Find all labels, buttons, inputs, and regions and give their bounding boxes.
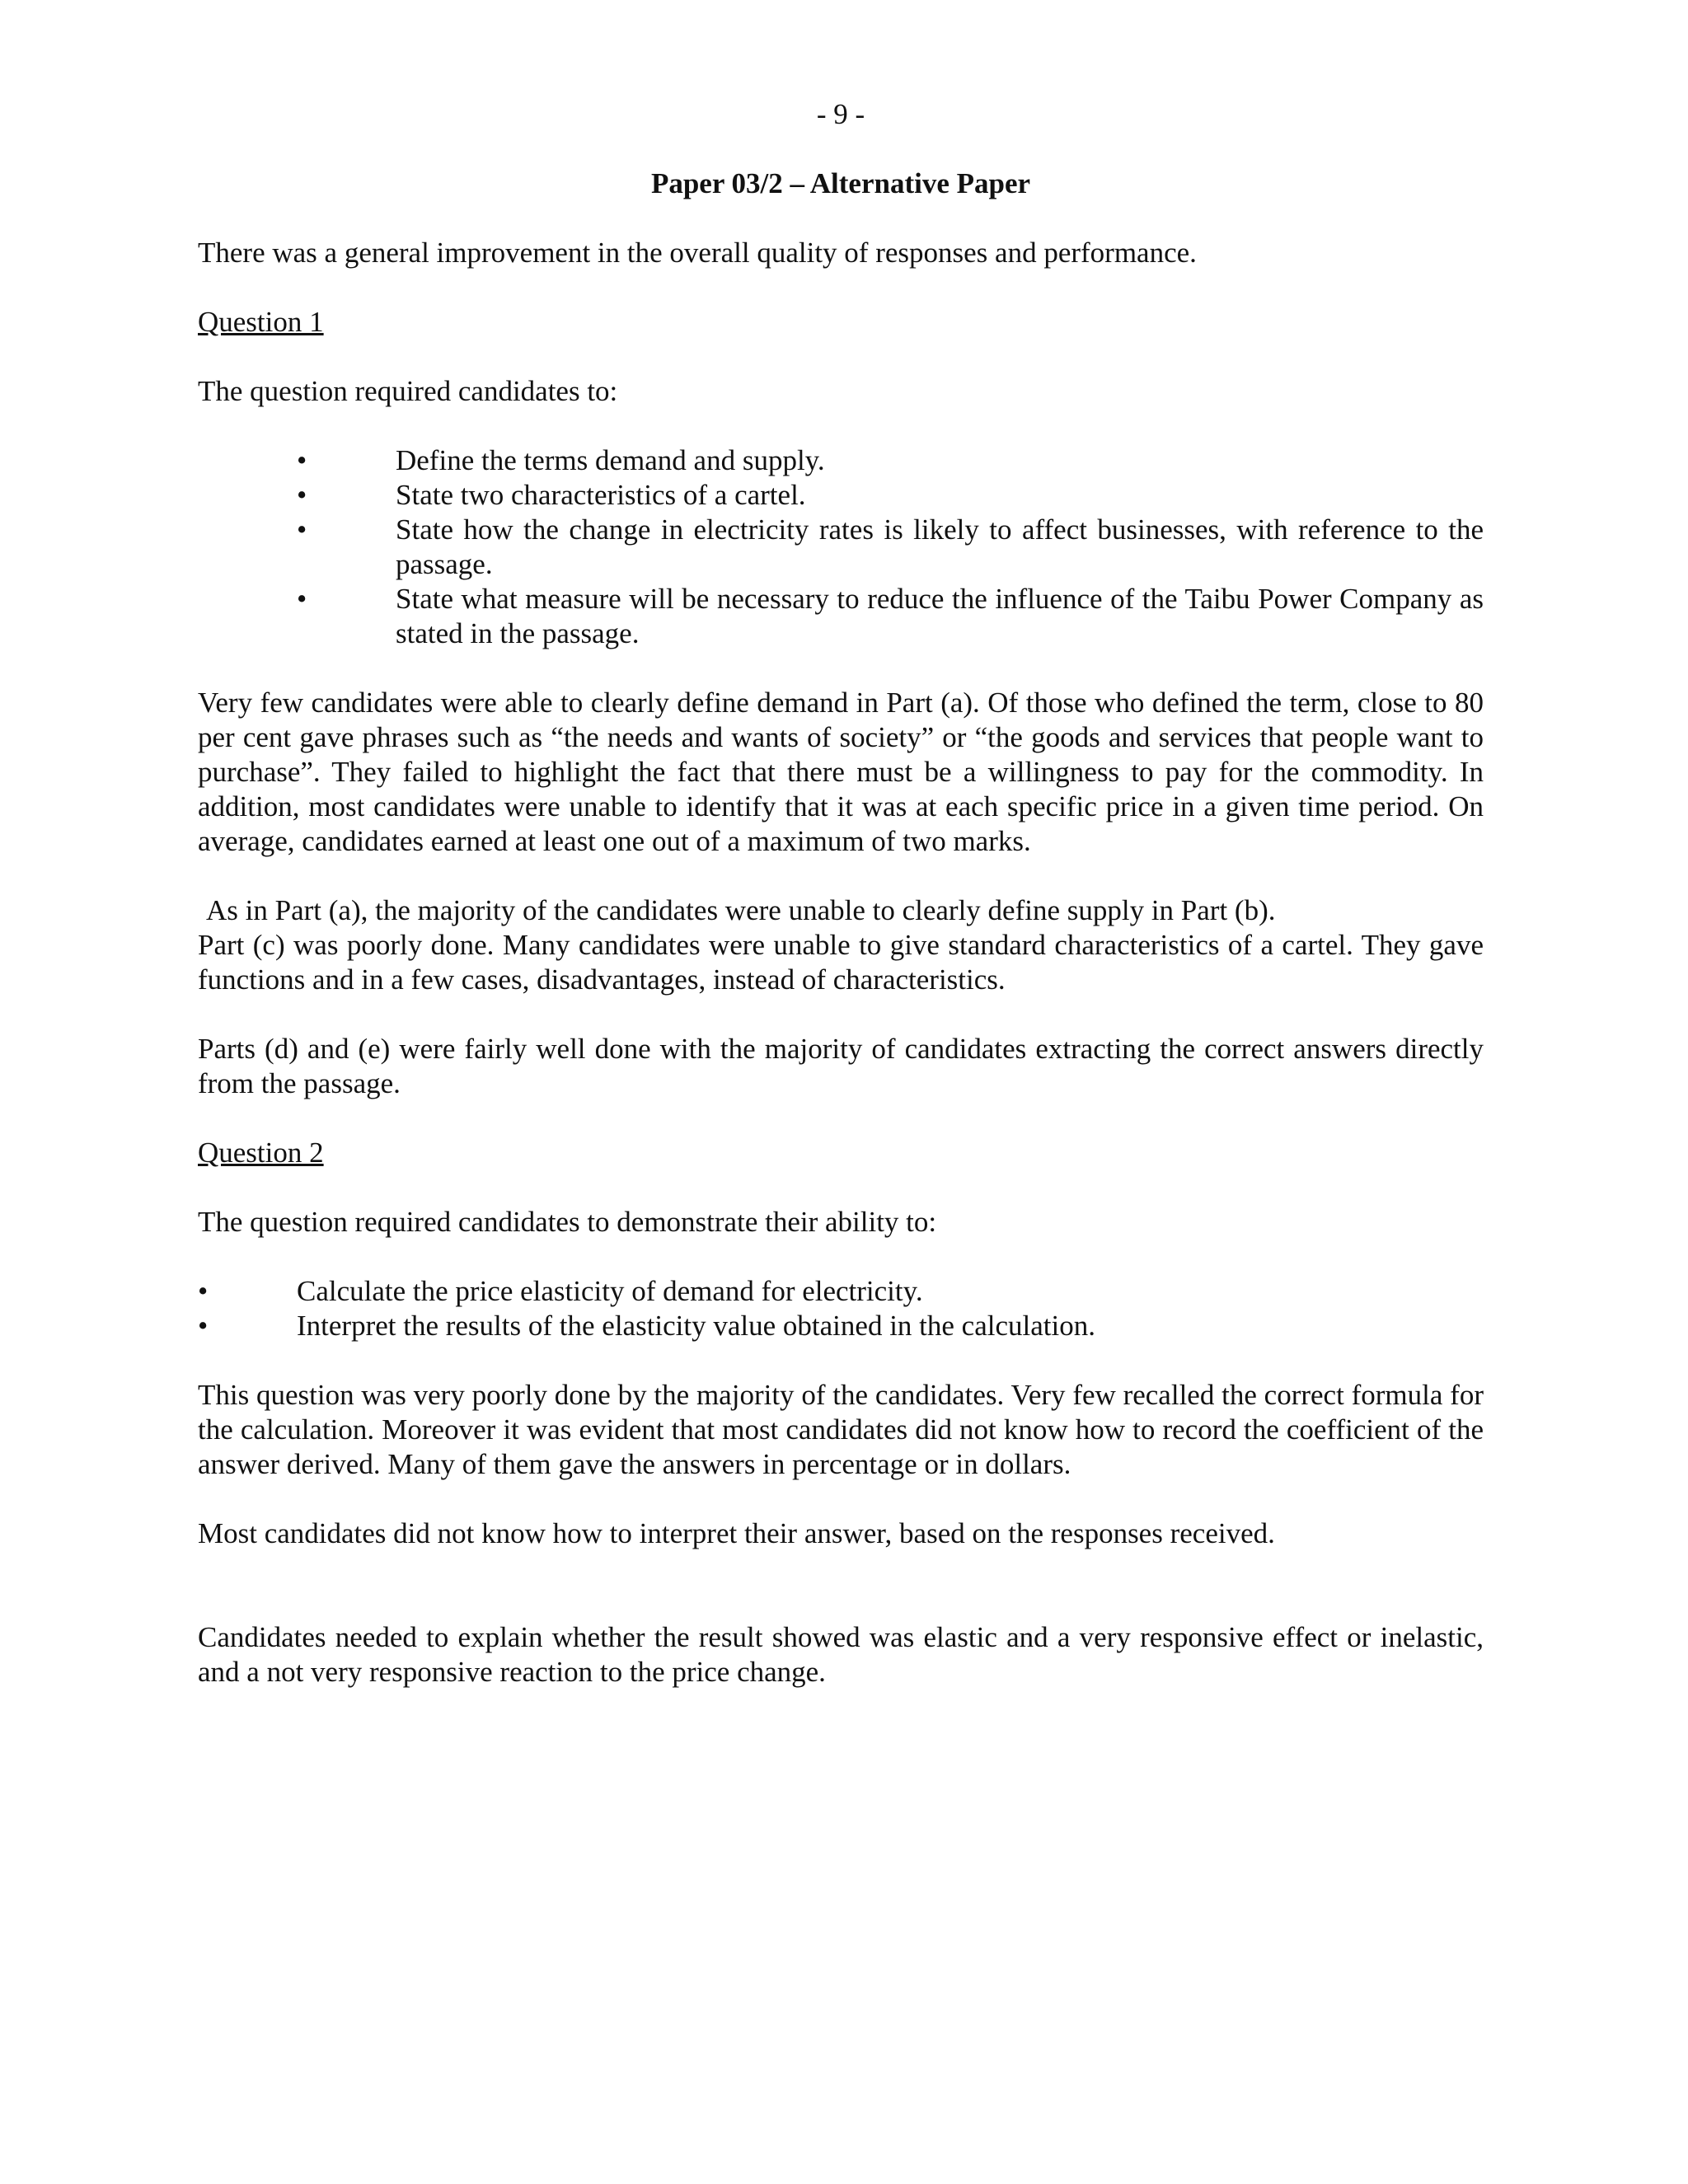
bullet-icon: • bbox=[198, 1310, 209, 1342]
page-title: Paper 03/2 – Alternative Paper bbox=[650, 167, 1031, 199]
question2-heading: Question 2 bbox=[198, 1137, 324, 1169]
question1-paragraph-cartel: Part (c) was poorly done. Many candidates were unable to give standard characteristics of a cartel. They gave functions and in a few cases, disadvantages, instead of characteristics. bbox=[198, 929, 1484, 996]
question1-paragraph-demand: Very few candidates were able to clearly define demand in Part (a). Of those who defined the term, close to 80 per cent gave phrases such as “the needs and wants of society” or “the goods and services that people want to purchase”. They failed to highlight the fact that there must be a willingness to pay for the commodity. In addition, most candidates were unable to identify that it was at each specific price in a given time period. On average, candidates earned at least one out of a maximum of two marks. bbox=[198, 687, 1484, 857]
page-content bbox=[198, 97, 1484, 1724]
question1-paragraph-parts-d-e: Parts (d) and (e) were fairly well done with the majority of candidates extracting the correct answers directly from the passage. bbox=[198, 1033, 1484, 1099]
bullet-icon: • bbox=[297, 583, 307, 615]
list-item bbox=[198, 582, 1484, 651]
list-item-text: State two characteristics of a cartel. bbox=[396, 479, 806, 511]
bullet-icon: • bbox=[198, 1275, 209, 1307]
question1-lead: The question required candidates to: bbox=[198, 375, 618, 407]
list-item bbox=[198, 478, 1484, 513]
list-item-text: Define the terms demand and supply. bbox=[396, 444, 825, 476]
question2-paragraph-explanation: Candidates needed to explain whether the result showed was elastic and a very responsive effect or inelastic, and a not very responsive reaction to the price change. bbox=[198, 1621, 1484, 1688]
bullet-icon: • bbox=[297, 513, 307, 546]
list-item bbox=[198, 443, 1484, 478]
bullet-icon: • bbox=[297, 444, 307, 476]
list-item-text: Interpret the results of the elasticity value obtained in the calculation. bbox=[297, 1310, 1095, 1342]
question1-heading: Question 1 bbox=[198, 306, 324, 338]
list-item bbox=[198, 513, 1484, 582]
list-item bbox=[198, 1309, 1484, 1343]
question2-paragraph-interpretation: Most candidates did not know how to interpret their answer, based on the responses received. bbox=[198, 1517, 1275, 1549]
bullet-icon: • bbox=[297, 479, 307, 511]
list-item-text: Calculate the price elasticity of demand for electricity. bbox=[297, 1275, 923, 1307]
question2-lead: The question required candidates to demonstrate their ability to: bbox=[198, 1206, 937, 1238]
question2-paragraph-performance: This question was very poorly done by the majority of the candidates. Very few recalled the correct formula for the calculation. Moreover it was evident that most candidates did not know how to record the coefficient of the answer derived. Many of them gave the answers in percentage or in dollars. bbox=[198, 1379, 1484, 1480]
page-number: - 9 - bbox=[816, 98, 865, 130]
list-item-text: State how the change in electricity rates is likely to affect businesses, with reference to the passage. bbox=[396, 513, 1484, 580]
question1-paragraph-supply: As in Part (a), the majority of the candidates were unable to clearly define supply in Part (b). bbox=[206, 894, 1276, 926]
question2-bullet-list bbox=[198, 1274, 1484, 1343]
list-item bbox=[198, 1274, 1484, 1309]
list-item-text: State what measure will be necessary to reduce the influence of the Taibu Power Company as stated in the passage. bbox=[396, 583, 1484, 649]
question1-bullet-list bbox=[198, 443, 1484, 651]
intro-paragraph: There was a general improvement in the overall quality of responses and performance. bbox=[198, 237, 1197, 269]
